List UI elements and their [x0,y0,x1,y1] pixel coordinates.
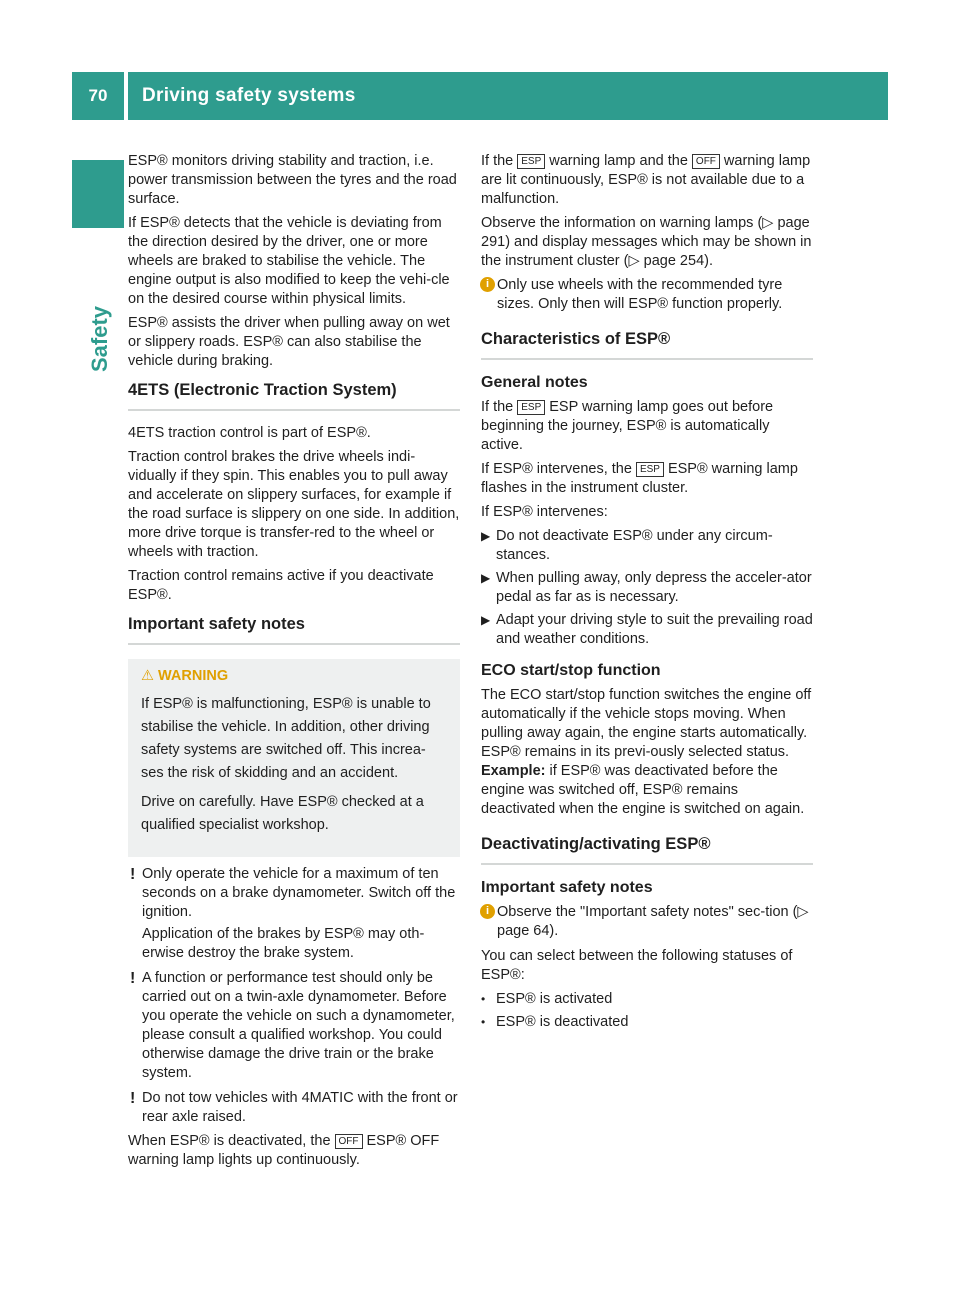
heading-4ets: 4ETS (Electronic Traction System) [128,381,460,411]
list-item: ▶ Adapt your driving style to suit the prevailing road and weather conditions. [481,612,813,647]
paragraph: If ESP® detects that the vehicle is deviating from the direction desired by the driver, one or more wheels are braked to stabilise the vehicle. The engine output is also modified to keep the vehi-cle on the desired course within physical limits. [128,215,450,307]
paragraph: If ESP® intervenes: [481,504,608,520]
esp-off-warning-lamp-icon: OFF [692,154,720,169]
paragraph: 4ETS traction control is part of ESP®. [128,425,371,441]
esp-warning-lamp-icon: ESP [517,400,545,415]
paragraph: If the ESP ESP warning lamp goes out before beginning the journey, ESP® is automatically active. [481,399,774,453]
paragraph: ESP® assists the driver when pulling away on wet or slippery roads. ESP® can also stabilise the vehicle during braking. [128,315,450,369]
list-item: • ESP® is activated [481,991,613,1007]
heading-general-notes: General notes [481,374,588,391]
paragraph: If ESP® intervenes, the ESP ESP® warning lamp flashes in the instrument cluster. [481,461,798,496]
notice-text: Do not tow vehicles with 4MATIC with the front or rear axle raised. [142,1090,458,1125]
exclamation-icon: ! [130,1090,136,1107]
esp-warning-lamp-icon: ESP [636,462,664,477]
paragraph: When ESP® is deactivated, the OFF ESP® OFF warning lamp lights up continuously. [128,1133,440,1168]
exclamation-icon: ! [130,970,136,987]
paragraph: The ECO start/stop function switches the engine off automatically if the vehicle stops moving. When pulling away again, the engine starts automatically. ESP® remains in its previ-ously selected status. Example: if ESP® was deactivated before the engine was switched off, ESP® remains deactivated when the engine is switched on again. [481,687,812,817]
left-column [128,152,460,1175]
notice [128,969,460,1083]
exclamation-icon: ! [130,866,136,883]
heading-eco: ECO start/stop function [481,662,661,679]
paragraph: Observe the information on warning lamps (▷ page 291) and display messages which may be shown in the instrument cluster (▷ page 254). [481,215,812,269]
page-number: 70 [72,72,124,120]
info-icon: i [480,904,495,919]
triangle-bullet-icon: ▶ [481,529,491,543]
side-label: Safety [87,305,112,373]
notice-text: Only operate the vehicle for a maximum of ten seconds on a brake dynamometer. Switch off the ignition. [142,866,456,920]
bullet-icon: • [481,1015,486,1029]
esp-warning-lamp-icon: ESP [517,154,545,169]
paragraph: Traction control brakes the drive wheels indi-vidually if they spin. This enables you to pull away and accelerate on slippery surfaces, for example if the road surface is slippery on one side. In addition, more drive torque is transfer-red to the wheel or wheels with traction. [128,449,460,560]
warning-box [128,659,460,857]
list-item: ▶ When pulling away, only depress the acceler-ator pedal as far as is necessary. [481,570,812,605]
info-text: Only use wheels with the recommended tyre sizes. Only then will ESP® function properly. [497,277,783,312]
warning-text: If ESP® is malfunctioning, ESP® is unable to stabilise the vehicle. In addition, other driving safety systems are switched off. This increa-ses the risk of skidding and an accident. [141,696,431,781]
warning-triangle-icon: ⚠ [141,668,154,684]
list-item: ▶ Do not deactivate ESP® under any circum-stances. [481,528,773,563]
paragraph: You can select between the following statuses of ESP®: [481,948,793,983]
heading-characteristics: Characteristics of ESP® [481,330,813,360]
esp-off-warning-lamp-icon: OFF [335,1134,363,1149]
heading-deactivating: Deactivating/activating ESP® [481,835,813,865]
list-item: • ESP® is deactivated [481,1014,629,1030]
warning-title: ⚠ WARNING [141,668,229,684]
notice [128,1089,460,1127]
side-tab [72,160,124,228]
paragraph: Traction control remains active if you deactivate ESP®. [128,568,434,603]
notice-text: A function or performance test should only be carried out on a twin-axle dynamometer. Before you operate the vehicle on such a dynamometer, please consult a qualified workshop. You could otherwise damage the drive train or the brake system. [142,970,455,1081]
info-icon: i [480,277,495,292]
heading-safety-notes: Important safety notes [128,615,460,645]
section-header: Driving safety systems [128,72,888,120]
triangle-bullet-icon: ▶ [481,571,491,585]
warning-text: Drive on carefully. Have ESP® checked at a qualified specialist workshop. [141,794,424,833]
bullet-icon: • [481,992,486,1006]
info-note [481,903,813,941]
paragraph: ESP® monitors driving stability and traction, i.e. power transmission between the tyres and the road surface. [128,153,457,207]
notice-text: Application of the brakes by ESP® may oth-erwise destroy the brake system. [142,926,425,961]
heading-safety-notes-2: Important safety notes [481,879,653,896]
info-text: Observe the "Important safety notes" sec-tion (▷ page 64). [497,904,809,939]
triangle-bullet-icon: ▶ [481,613,491,627]
notice [128,865,460,963]
paragraph: If the ESP warning lamp and the OFF warning lamp are lit continuously, ESP® is not available due to a malfunction. [481,153,811,207]
right-column [481,152,813,1036]
info-note [481,276,813,314]
